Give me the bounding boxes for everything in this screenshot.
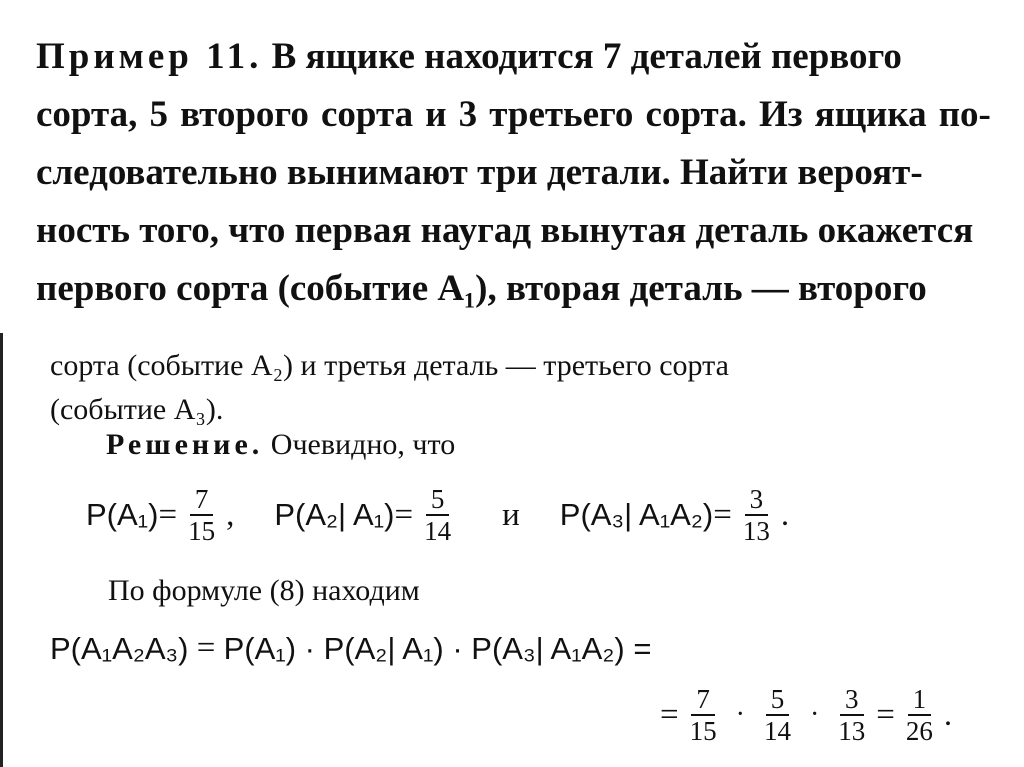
multiply-dot: · — [735, 699, 745, 730]
formula-intro: По формуле (8) находим — [108, 574, 420, 607]
solution-line — [106, 428, 455, 462]
equals-sign: = — [158, 496, 178, 533]
example-line-2: сорта, 5 второго сорта и 3 третьего сорта. Из ящика по- — [36, 94, 991, 135]
p3-label: P(A₃| A₁A₂) — [559, 497, 714, 532]
product-rhs: P(A₁) · P(A₂| A₁) · P(A₃| A₁A₂) = — [223, 630, 652, 666]
and-word: и — [502, 496, 520, 533]
product-lhs: P(A₁A₂A₃) — [50, 630, 189, 666]
p1-label: P(A₁) — [86, 497, 159, 532]
example-line-1 — [36, 28, 991, 86]
result-fraction-1: $\frac{7}{15}$ — [689, 684, 717, 746]
p2-fraction: $\frac{5}{14}$ — [424, 484, 452, 546]
multiply-dot: · — [809, 699, 820, 730]
result-equation: = $\frac{7}{15}$ · $\frac{5}{14}$ · $\frac{3}{13}$ = $\frac{1}{26}$ . — [660, 684, 953, 746]
equals-sign: = — [660, 696, 679, 733]
equals-sign: = — [188, 630, 224, 666]
example-continuation — [50, 344, 729, 432]
example-line-3: следовательно вынимают три детали. Найти вероят- — [36, 152, 923, 193]
example-label: Пример 11. — [36, 36, 263, 77]
equals-sign: = — [713, 496, 732, 533]
example-line-4: ность того, что первая наугад вынутая деталь окажется — [36, 210, 974, 251]
p3-fraction: $\frac{3}{13}$ — [742, 484, 770, 546]
equals-sign: = — [394, 496, 414, 533]
continuation-line-1: сорта (событие A₂) и третья деталь — третьего сорта — [50, 349, 729, 382]
product-equation — [50, 630, 651, 667]
example-text: В ящике находится 7 деталей первого — [271, 36, 902, 77]
result-fraction-3: $\frac{3}{13}$ — [838, 684, 866, 746]
probabilities-equation: P(A₁) = $\frac{7}{15}$ , P(A₂| A₁) = $\frac{5}{14}$ и P(A₃| A₁A₂) = $\frac{3}{13}$ . — [86, 484, 790, 546]
equals-sign: = — [876, 696, 895, 733]
solution-text: Очевидно, что — [270, 428, 456, 461]
page-edge-line — [0, 333, 3, 767]
result-answer: $\frac{1}{26}$ — [905, 684, 933, 746]
p2-label: P(A₂| A₁) — [274, 497, 395, 532]
result-fraction-2: $\frac{5}{14}$ — [763, 684, 791, 746]
continuation-line-2: (событие A₃). — [50, 393, 224, 426]
solution-label: Решение. — [106, 428, 264, 461]
p1-fraction: $\frac{7}{15}$ — [188, 484, 216, 546]
example-paragraph — [36, 28, 991, 318]
example-line-5: первого сорта (событие A₁), вторая деталь — второго — [36, 268, 927, 309]
